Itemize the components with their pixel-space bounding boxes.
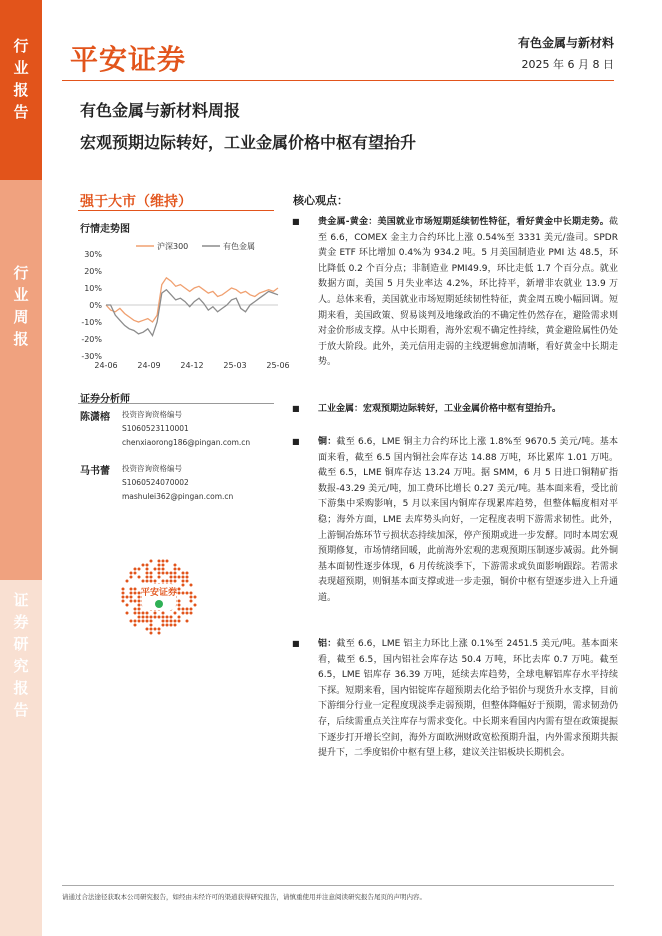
left-sidebar [0, 0, 42, 936]
bullet-icon: ■ [292, 217, 300, 226]
paragraph-body: 截至 6.6，LME 铜主力合约环比上涨 1.8%至 9670.5 美元/吨。基本面来看，截至 6.5 国内铜社会库存达 14.88 万吨，环比累库 1.01 万吨。截至 6.5，LME 铜库存达 13.24 万吨。据 SMM，6 月 5 日进口铜精矿指数报-43.29 美元/吨，加工费环比增长 0.27 美元/吨。基本面来看，受比前下游集中采购影响，5 月以来国内铜库存现累库趋势，但整体幅度相对平稳；海外方面，LME 去库势头向好，一定程度表明下游需求韧性。此外，上游铜冶炼环节亏损状态持续加深，停产预期或进一步发酵。同时本周宏观预期修复，市场情绪回暖，此前海外宏观的悲观预期压制逐步减弱。此外铜基本面韧性逐步体现，6 月传统淡季下，下游需求或负面影响跟踪。若需求表现超预期，则铜基本面支撑或进一步走强，铜价中枢有望逐步进入上升通道。 [318, 437, 618, 603]
qr-logo-text: 平安证券 [140, 588, 178, 598]
analyst-info [122, 462, 233, 504]
x-tick-label: 24-12 [180, 361, 204, 370]
y-tick-label: -10% [81, 318, 102, 327]
x-tick-label: 24-06 [94, 361, 118, 370]
sidebar-label-1: 行业报告 [11, 38, 30, 126]
paragraph-text [318, 402, 618, 418]
qr-code[interactable] [120, 558, 198, 636]
paragraph-head: 贵金属-黄金：美国就业市场短期延续韧性特征，看好黄金中长期走势。 [318, 217, 609, 227]
series-line-2 [106, 290, 278, 336]
legend-label: 沪深300 [157, 242, 189, 251]
rating-divider [78, 210, 274, 211]
paragraph-text [318, 435, 618, 607]
analyst-email[interactable]: mashulei362@pingan.com.cn [122, 492, 234, 501]
footer-disclaimer: 请通过合法途径获取本公司研究报告，如经由未经许可的渠道获得研究报告，请慎重使用并注意阅读研究报告尾页的声明内容。 [62, 893, 426, 901]
analyst-cert: S1060524070002 [122, 478, 189, 487]
paragraph-text [318, 637, 618, 762]
sidebar-industry-report [0, 0, 42, 180]
y-tick-label: 30% [84, 250, 102, 259]
sidebar-research-report [0, 580, 42, 936]
sidebar-label-2: 行业周报 [11, 265, 30, 353]
y-tick-label: 0% [89, 301, 102, 310]
analyst-divider [78, 403, 274, 404]
view-copper [292, 435, 618, 607]
analyst-cert: S1060523110001 [122, 424, 189, 433]
view-precious-metals [292, 215, 618, 371]
y-tick-label: 10% [84, 284, 102, 293]
analyst-qual-label: 投资咨询资格编号 [122, 410, 182, 419]
analyst-qual-label: 投资咨询资格编号 [122, 464, 182, 473]
paragraph-text [318, 215, 618, 371]
view-industrial-metals [292, 402, 618, 418]
bullet-icon: ■ [292, 437, 300, 446]
y-tick-label: 20% [84, 267, 102, 276]
market-trend-chart [74, 236, 290, 376]
analyst-email[interactable]: chenxiaorong186@pingan.com.cn [122, 438, 251, 447]
header-sector: 有色金属与新材料 [517, 36, 614, 50]
analyst-info [122, 408, 250, 450]
x-tick-label: 24-09 [137, 361, 161, 370]
chart-title: 行情走势图 [80, 224, 130, 235]
y-tick-label: -20% [81, 335, 102, 344]
sidebar-weekly-report [0, 180, 42, 580]
x-tick-label: 25-03 [223, 361, 247, 370]
header-date: 2025 年 6 月 8 日 [521, 58, 614, 71]
paragraph-head: 铜： [318, 437, 337, 447]
analyst-name: 马书蕾 [80, 466, 110, 477]
analyst-section-title: 证券分析师 [80, 394, 130, 405]
header-divider [62, 80, 614, 81]
core-views-title: 核心观点： [293, 194, 348, 207]
series-line-1 [106, 278, 278, 322]
wechat-icon [155, 600, 163, 608]
sidebar-label-3: 证券研究报告 [11, 592, 30, 724]
report-title: 有色金属与新材料周报 [80, 101, 241, 120]
paragraph-body: 截至 6.6，LME 铝主力环比上涨 0.1%至 2451.5 美元/吨。基本面来看，截至 6.5，国内铝社会库存达 50.4 万吨，环比去库 0.7 万吨。截至 6.5，LME 铝库存 36.39 万吨，延续去库趋势，全球电解铝库存水平持续下探。短期来看，国内铝锭库存超预期去化给予铝价与现货升水支撑，目前下游细分行业一定程度现淡季走弱预期，但整体降幅好于预期，需求韧劲仍存，后续需重点关注库存与需求变化。中长期来看国内内需有望在政策提振下逐步打开增长空间，海外方面欧洲财政宽松预期升温，内外需求预期共振提升下，二季度铝价中枢有望上移，建议关注铝板块长期机会。 [318, 639, 618, 759]
company-logo: 平安证券 [70, 43, 187, 76]
report-subtitle: 宏观预期边际转好，工业金属价格中枢有望抬升 [80, 133, 417, 152]
footer-divider [62, 885, 614, 886]
paragraph-head: 铝： [318, 639, 337, 649]
y-tick-label: -30% [81, 352, 102, 361]
analyst-name: 陈潇榕 [80, 412, 110, 423]
rating-label: 强于大市（维持） [80, 194, 192, 210]
bullet-icon: ■ [292, 639, 300, 648]
legend-label: 有色金属 [223, 242, 255, 251]
paragraph-body: 截至 6.6，COMEX 金主力合约环比上涨 0.54%至 3331 美元/盎司。SPDR 黄金 ETF 环比增加 0.4%为 934.2 吨。5 月美国制造业 PMI 达 48.5，环比降低 0.2 个百分点；非制造业 PMI49.9，环比走低 1.7 个百分点。就业数据方面，美国 5 月失业率达 4.2%，环比持平，新增非农就业 13.9 万人。总体来看，美国就业市场短期延续韧性特征，黄金周五晚小幅回调。短期来看，美国政策、贸易谈判及地缘政治的不确定性仍然存在，避险需求则对金价形成支撑。从中长期看，海外宏观不确定性持续，黄金避险属性仍处于放大阶段。此外，美元信用走弱的主线逻辑愈加清晰，看好黄金中长期走势。 [318, 217, 618, 368]
paragraph-head: 工业金属：宏观预期边际转好，工业金属价格中枢有望抬升。 [318, 404, 562, 414]
x-tick-label: 25-06 [266, 361, 290, 370]
bullet-icon: ■ [292, 404, 300, 413]
view-aluminum [292, 637, 618, 762]
